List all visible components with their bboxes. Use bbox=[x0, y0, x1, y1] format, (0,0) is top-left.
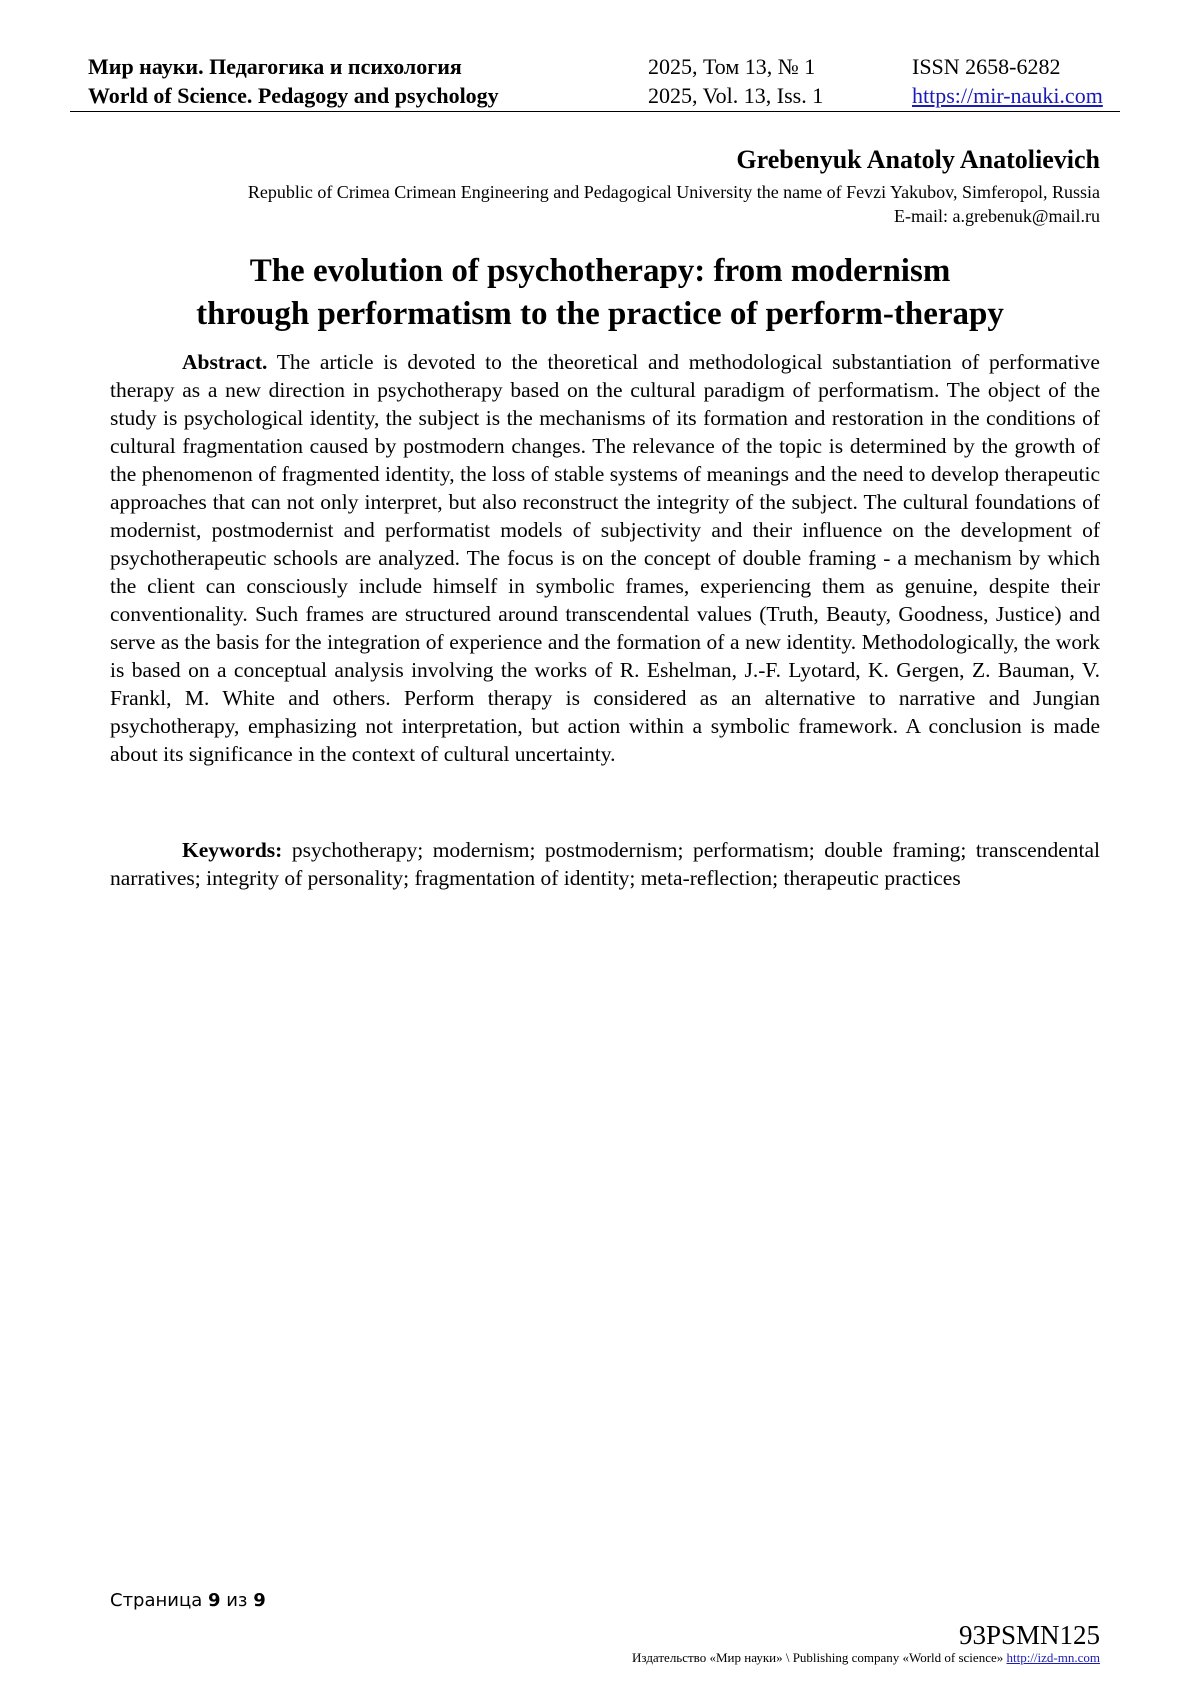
keywords-text: psychotherapy; modernism; postmodernism; performatism; double framing; transcendental narratives; integrity of personality; fragmentation of identity; meta-reflection; therapeutic practices bbox=[110, 838, 1101, 890]
issn-column bbox=[912, 52, 1103, 110]
keywords-label: Keywords: bbox=[182, 838, 283, 862]
article-code: 93PSMN125 bbox=[958, 1620, 1100, 1650]
issn: ISSN 2658-6282 bbox=[912, 54, 1061, 79]
abstract-text: The article is devoted to the theoretical and methodological substantiation of performative therapy as a new direction in psychotherapy based on the cultural paradigm of performatism. The object of the study is psychological identity, the subject is the mechanisms of its formation and restoration in the conditions of cultural fragmentation caused by postmodern changes. The relevance of the topic is determined by the growth of the phenomenon of fragmented identity, the loss of stable systems of meanings and the need to develop therapeutic approaches that can not only interpret, but also reconstruct the integrity of the subject. The cultural foundations of modernist, postmodernist and performatist models of subjectivity and their influence on the development of psychotherapeutic schools are analyzed. The focus is on the concept of double framing - a mechanism by which the client can consciously include himself in symbolic frames, experiencing them as genuine, despite their conventionality. Such frames are structured around transcendental values (Truth, Beauty, Goodness, Justice) and serve as the basis for the integration of experience and the formation of a new identity. Methodologically, the work is based on a conceptual analysis involving the works of R. Eshelman, J.-F. Lyotard, K. Gergen, Z. Bauman, V. Frankl, M. White and others. Perform therapy is considered as an alternative to narrative and Jungian psychotherapy, emphasizing not interpretation, but action within a symbolic framework. A conclusion is made about its significance in the context of cultural uncertainty. bbox=[110, 350, 1100, 766]
author-info bbox=[248, 180, 1100, 228]
author-affiliation: Republic of Crimea Crimean Engineering and Pedagogical University the name of Fevzi Yakubov, Simferopol, Russia bbox=[247, 182, 1100, 202]
author-email: E-mail: a.grebenuk@mail.ru bbox=[893, 206, 1100, 226]
page-counter bbox=[110, 1590, 266, 1611]
journal-name-ru: Мир науки. Педагогика и психология bbox=[88, 54, 462, 79]
author-name: Grebenyuk Anatoly Anatolievich bbox=[736, 145, 1100, 174]
header-divider bbox=[70, 111, 1120, 112]
journal-name-column bbox=[88, 52, 499, 110]
page-total: 9 bbox=[253, 1590, 266, 1611]
title-line-1: The evolution of psychotherapy: from modernism bbox=[249, 253, 951, 289]
journal-name-en: World of Science. Pedagogy and psychology bbox=[88, 83, 499, 108]
abstract-label: Abstract. bbox=[182, 350, 268, 374]
article-title bbox=[100, 250, 1100, 336]
page-current: 9 bbox=[207, 1590, 221, 1611]
publisher-url-link[interactable]: http://izd-mn.com bbox=[1006, 1650, 1100, 1665]
keywords-paragraph bbox=[110, 836, 1100, 892]
title-line-2: through performatism to the practice of perform-therapy bbox=[196, 296, 1004, 332]
publisher-line bbox=[632, 1650, 1100, 1666]
issue-ru: 2025, Том 13, № 1 bbox=[648, 54, 816, 79]
publisher-text: Издательство «Мир науки» \ Publishing company «World of science» bbox=[632, 1650, 1007, 1665]
page-middle: из bbox=[220, 1590, 254, 1611]
page-prefix: Страница bbox=[110, 1590, 208, 1611]
journal-header bbox=[88, 52, 1120, 112]
journal-url-link[interactable]: https://mir-nauki.com bbox=[912, 83, 1103, 108]
issue-en: 2025, Vol. 13, Iss. 1 bbox=[648, 83, 824, 108]
abstract-paragraph bbox=[110, 348, 1100, 768]
issue-column bbox=[648, 52, 823, 110]
